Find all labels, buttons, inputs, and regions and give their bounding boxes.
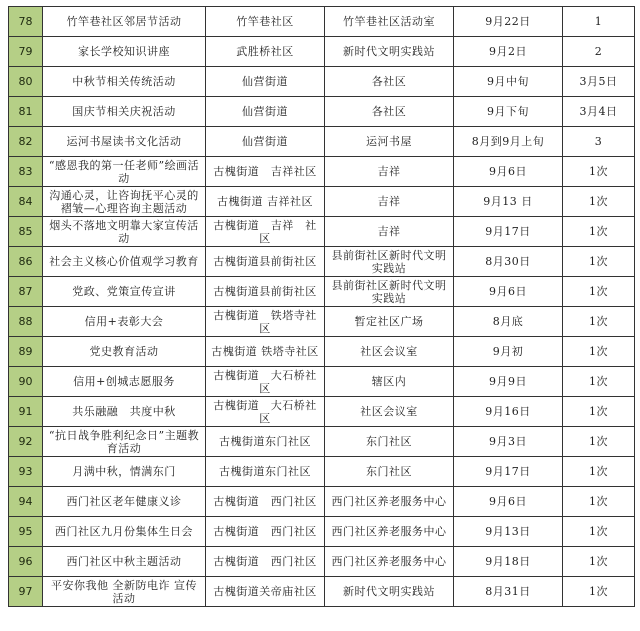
table-row [9,457,635,487]
organizer-cell: 古槐街道东门社区 [206,457,325,487]
row-number-cell: 78 [9,7,43,37]
venue-cell: 暂定社区广场 [325,307,454,337]
activity-date-cell: 9月3日 [454,427,563,457]
table-row [9,547,635,577]
venue-cell: 县前街社区新时代文明实践站 [325,277,454,307]
frequency-cell: 3 [563,127,635,157]
organizer-cell: 古槐街道 西门社区 [206,517,325,547]
table-row [9,247,635,277]
row-number-cell: 80 [9,67,43,97]
row-number-cell: 95 [9,517,43,547]
venue-cell: 运河书屋 [325,127,454,157]
row-number-cell: 93 [9,457,43,487]
activity-name-cell: “感恩我的第一任老师”绘画活动 [43,157,206,187]
organizer-cell: 古槐街道 大石桥社区 [206,397,325,427]
venue-cell: 吉祥 [325,157,454,187]
organizer-cell: 仙营街道 [206,97,325,127]
activity-name-cell: 共乐融融 共度中秋 [43,397,206,427]
frequency-cell: 1次 [563,487,635,517]
venue-cell: 社区会议室 [325,397,454,427]
venue-cell: 竹竿巷社区活动室 [325,7,454,37]
venue-cell: 新时代文明实践站 [325,577,454,607]
row-number-cell: 91 [9,397,43,427]
organizer-cell: 武胜桥社区 [206,37,325,67]
activity-schedule-table [8,6,635,607]
activity-date-cell: 8月到9月上旬 [454,127,563,157]
organizer-cell: 竹竿巷社区 [206,7,325,37]
organizer-cell: 古槐街道 吉祥社区 [206,187,325,217]
activity-date-cell: 9月中旬 [454,67,563,97]
activity-name-cell: 西门社区九月份集体生日会 [43,517,206,547]
table-row [9,97,635,127]
activity-name-cell: 信用+创城志愿服务 [43,367,206,397]
frequency-cell: 1次 [563,337,635,367]
activity-date-cell: 8月31日 [454,577,563,607]
activity-date-cell: 9月17日 [454,217,563,247]
activity-date-cell: 8月底 [454,307,563,337]
activity-date-cell: 9月18日 [454,547,563,577]
organizer-cell: 古槐街道县前街社区 [206,247,325,277]
table-row [9,487,635,517]
table-body [9,7,635,607]
activity-name-cell: 烟头不落地文明靠大家宣传活动 [43,217,206,247]
table-row [9,337,635,367]
table-row [9,277,635,307]
activity-name-cell: 社会主义核心价值观学习教育 [43,247,206,277]
activity-date-cell: 9月13日 [454,517,563,547]
row-number-cell: 87 [9,277,43,307]
table-row [9,67,635,97]
row-number-cell: 88 [9,307,43,337]
frequency-cell: 1次 [563,397,635,427]
organizer-cell: 仙营街道 [206,127,325,157]
row-number-cell: 86 [9,247,43,277]
venue-cell: 各社区 [325,97,454,127]
row-number-cell: 96 [9,547,43,577]
table-row [9,7,635,37]
activity-name-cell: 竹竿巷社区邻居节活动 [43,7,206,37]
frequency-cell: 1次 [563,247,635,277]
frequency-cell: 1 [563,7,635,37]
row-number-cell: 89 [9,337,43,367]
organizer-cell: 古槐街道 西门社区 [206,547,325,577]
activity-date-cell: 9月下旬 [454,97,563,127]
activity-name-cell: 国庆节相关庆祝活动 [43,97,206,127]
table-row [9,427,635,457]
organizer-cell: 古槐街道 铁塔寺社区 [206,307,325,337]
activity-name-cell: “抗日战争胜利纪念日”主题教育活动 [43,427,206,457]
activity-name-cell: 西门社区中秋主题活动 [43,547,206,577]
organizer-cell: 古槐街道 铁塔寺社区 [206,337,325,367]
activity-name-cell: 党史教育活动 [43,337,206,367]
row-number-cell: 92 [9,427,43,457]
activity-date-cell: 9月17日 [454,457,563,487]
row-number-cell: 79 [9,37,43,67]
row-number-cell: 84 [9,187,43,217]
activity-date-cell: 9月9日 [454,367,563,397]
frequency-cell: 1次 [563,457,635,487]
frequency-cell: 1次 [563,217,635,247]
venue-cell: 西门社区养老服务中心 [325,487,454,517]
venue-cell: 东门社区 [325,457,454,487]
table-row [9,577,635,607]
activity-date-cell: 9月6日 [454,157,563,187]
row-number-cell: 94 [9,487,43,517]
row-number-cell: 82 [9,127,43,157]
organizer-cell: 仙营街道 [206,67,325,97]
activity-name-cell: 党政、党策宣传宣讲 [43,277,206,307]
frequency-cell: 1次 [563,367,635,397]
activity-name-cell: 运河书屋读书文化活动 [43,127,206,157]
frequency-cell: 1次 [563,187,635,217]
venue-cell: 西门社区养老服务中心 [325,547,454,577]
frequency-cell: 2 [563,37,635,67]
frequency-cell: 3月5日 [563,67,635,97]
table-row [9,397,635,427]
organizer-cell: 古槐街道 西门社区 [206,487,325,517]
venue-cell: 新时代文明实践站 [325,37,454,67]
row-number-cell: 97 [9,577,43,607]
frequency-cell: 1次 [563,427,635,457]
venue-cell: 社区会议室 [325,337,454,367]
table-row [9,217,635,247]
venue-cell: 西门社区养老服务中心 [325,517,454,547]
row-number-cell: 83 [9,157,43,187]
activity-name-cell: 平安你我他 全新防电诈 宣传活动 [43,577,206,607]
activity-name-cell: 沟通心灵，让咨询抚平心灵的褶皱—心理咨询主题活动 [43,187,206,217]
row-number-cell: 81 [9,97,43,127]
activity-name-cell: 信用+表彰大会 [43,307,206,337]
activity-date-cell: 9月2日 [454,37,563,67]
organizer-cell: 古槐街道东门社区 [206,427,325,457]
table-row [9,367,635,397]
venue-cell: 吉祥 [325,217,454,247]
organizer-cell: 古槐街道关帝庙社区 [206,577,325,607]
frequency-cell: 1次 [563,577,635,607]
organizer-cell: 古槐街道县前街社区 [206,277,325,307]
venue-cell: 县前街社区新时代文明实践站 [325,247,454,277]
activity-date-cell: 9月22日 [454,7,563,37]
organizer-cell: 古槐街道 吉祥社区 [206,157,325,187]
organizer-cell: 古槐街道 吉祥 社区 [206,217,325,247]
row-number-cell: 85 [9,217,43,247]
venue-cell: 辖区内 [325,367,454,397]
frequency-cell: 1次 [563,277,635,307]
activity-name-cell: 中秋节相关传统活动 [43,67,206,97]
frequency-cell: 1次 [563,517,635,547]
table-row [9,517,635,547]
activity-date-cell: 9月16日 [454,397,563,427]
activity-name-cell: 月满中秋，情满东门 [43,457,206,487]
activity-date-cell: 9月6日 [454,277,563,307]
activity-date-cell: 9月6日 [454,487,563,517]
table-row [9,307,635,337]
frequency-cell: 1次 [563,157,635,187]
venue-cell: 吉祥 [325,187,454,217]
table-row [9,127,635,157]
activity-name-cell: 西门社区老年健康义诊 [43,487,206,517]
row-number-cell: 90 [9,367,43,397]
table-row [9,157,635,187]
table-row [9,187,635,217]
activity-date-cell: 9月初 [454,337,563,367]
activity-name-cell: 家长学校知识讲座 [43,37,206,67]
frequency-cell: 1次 [563,547,635,577]
organizer-cell: 古槐街道 大石桥社区 [206,367,325,397]
table-row [9,37,635,67]
frequency-cell: 1次 [563,307,635,337]
activity-date-cell: 9月13 日 [454,187,563,217]
venue-cell: 东门社区 [325,427,454,457]
frequency-cell: 3月4日 [563,97,635,127]
venue-cell: 各社区 [325,67,454,97]
activity-date-cell: 8月30日 [454,247,563,277]
